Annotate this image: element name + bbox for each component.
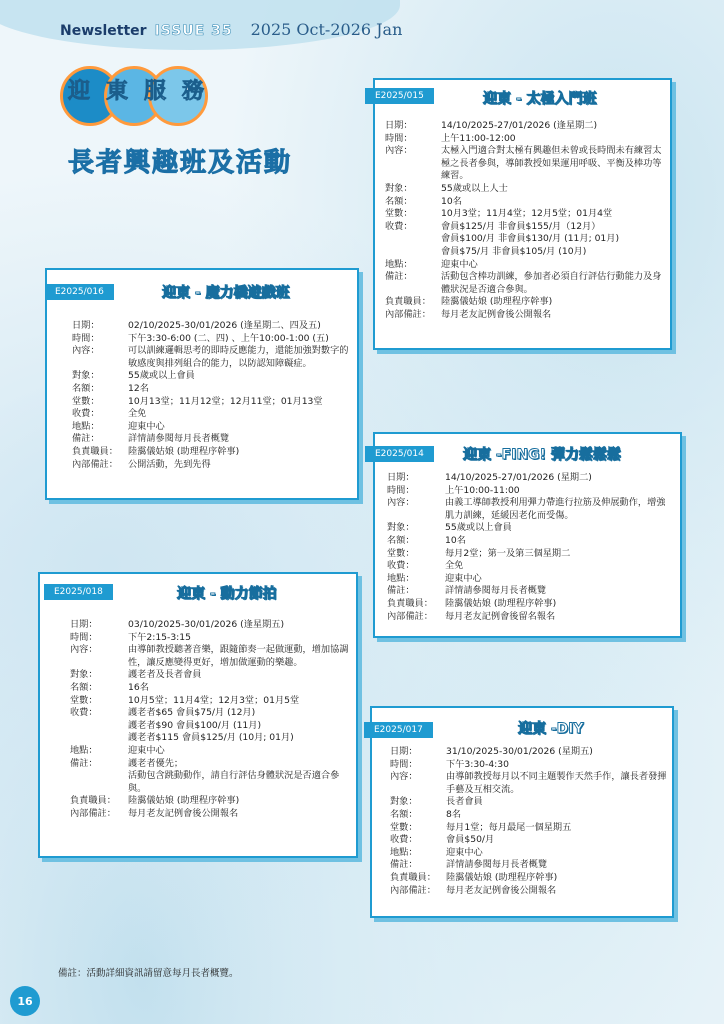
detail-row [390, 859, 668, 872]
detail-label: 收費： [387, 560, 415, 572]
detail-label: 堂數： [385, 208, 413, 220]
detail-row [72, 408, 350, 421]
detail-row [70, 720, 350, 733]
detail-value: 上午10:00-11:00 [445, 484, 520, 496]
detail-row [387, 497, 672, 522]
activity-title: 迎東 -DIY [518, 721, 584, 737]
detail-label: 地點： [72, 420, 100, 432]
detail-row [390, 796, 668, 809]
activity-title: 迎東 - 太極入門班 [483, 91, 597, 107]
activity-card-e2025-018 [38, 572, 358, 858]
detail-label: 備註： [387, 585, 415, 597]
detail-value: 上午11:00-12:00 [441, 132, 516, 144]
activity-details [70, 619, 350, 821]
detail-label: 名額： [390, 808, 418, 820]
detail-row [390, 746, 668, 759]
detail-value: 迎東中心 [441, 258, 478, 270]
detail-value: 會員$50/月 [446, 834, 495, 846]
detail-value: 02/10/2025-30/01/2026 (逢星期二、四及五) [128, 320, 321, 331]
detail-label: 地點： [70, 744, 98, 756]
detail-label: 堂數： [70, 694, 98, 706]
detail-value: 迎東中心 [128, 420, 165, 432]
detail-label: 內容： [387, 497, 415, 509]
detail-row [387, 548, 672, 561]
detail-label [385, 246, 441, 259]
detail-label: 對象： [387, 522, 415, 534]
detail-row [385, 246, 663, 259]
detail-row [385, 221, 663, 234]
detail-label [385, 233, 441, 246]
detail-row [70, 707, 350, 720]
detail-label [70, 732, 128, 745]
detail-label: 內容： [390, 771, 418, 783]
detail-value: 全免 [445, 560, 464, 572]
detail-value: 10名 [441, 195, 462, 207]
detail-value: 每月老友記例會後公開報名 [446, 884, 557, 896]
detail-value: 55歲或以上人士 [441, 182, 508, 194]
detail-row [385, 233, 663, 246]
detail-label: 負責職員： [387, 597, 433, 609]
detail-row [387, 472, 672, 485]
detail-row [385, 271, 663, 296]
detail-label: 對象： [385, 182, 413, 194]
detail-row [72, 446, 350, 459]
detail-label: 收費： [385, 220, 413, 232]
detail-row [70, 795, 350, 808]
activity-title: 迎東 - 魔力橋遊戲班 [162, 285, 290, 301]
activity-code: E2025/018 [44, 584, 113, 600]
detail-label: 名額： [385, 195, 413, 207]
detail-row [387, 560, 672, 573]
detail-value: 陸靄儀姑娘 (助理程序幹事) [445, 597, 557, 609]
detail-value: 由導師教授聽著音樂，跟隨節奏一起做運動，增加協調性，讓反應變得更好，增加做運動的樂趣。 [128, 644, 349, 668]
detail-value: 每月1堂；每月最尾一個星期五 [446, 821, 572, 833]
detail-label: 日期： [72, 320, 100, 331]
detail-label [70, 720, 128, 733]
detail-value: 12名 [128, 382, 149, 394]
detail-value: 每月老友記例會後公開報名 [441, 308, 552, 320]
detail-label: 內容： [72, 345, 100, 357]
detail-row [387, 522, 672, 535]
activity-code: E2025/016 [45, 284, 114, 300]
detail-label: 時間： [387, 484, 415, 496]
activity-card-e2025-016 [45, 268, 359, 500]
detail-value: 31/10/2025-30/01/2026 (星期五) [446, 746, 593, 757]
detail-value: 03/10/2025-30/01/2026 (逢星期五) [128, 619, 285, 630]
detail-value: 10名 [445, 534, 466, 546]
detail-value: 會員$75/月 非會員$105/月 (10月) [441, 245, 587, 257]
detail-value: 下午3:30-6:00 (二、四) 、上午10:00-1:00 (五) [128, 332, 329, 344]
detail-label: 內容： [385, 145, 413, 157]
activity-details [390, 746, 668, 897]
detail-value: 陸靄儀姑娘 (助理程序幹事) [128, 445, 240, 457]
detail-value: 迎東中心 [446, 846, 483, 858]
detail-row [72, 433, 350, 446]
detail-value: 活動包含跳動動作，請自行評估身體狀況是否適合參與。 [128, 770, 340, 794]
activity-code: E2025/015 [365, 88, 434, 104]
detail-label: 堂數： [72, 395, 100, 407]
detail-row [385, 259, 663, 272]
detail-label: 堂數： [390, 821, 418, 833]
detail-value: 可以訓練邏輯思考的即時反應能力，還能加強對數字的敏感度與排列組合的能力，以防認知障礙症。 [128, 345, 349, 369]
detail-label: 收費： [70, 707, 98, 719]
detail-row [72, 421, 350, 434]
activity-card-e2025-015 [373, 78, 672, 350]
detail-row [70, 644, 350, 669]
detail-value: 詳情請參閱每月長者概覽 [446, 859, 548, 871]
detail-value: 每月老友記例會後公開報名 [128, 807, 239, 819]
detail-value: 護老者$90 會員$100/月 (11月) [128, 719, 262, 731]
detail-label: 備註： [72, 433, 100, 445]
detail-label: 名額： [72, 382, 100, 394]
detail-value: 會員$125/月 非會員$155/月（12月） [441, 220, 601, 232]
detail-row [387, 611, 672, 624]
detail-value: 長者會員 [446, 796, 483, 808]
detail-label: 日期： [390, 746, 418, 757]
detail-value: 由導師教授每月以不同主題製作天然手作，讓長者發揮手藝及互相交流。 [446, 771, 667, 795]
detail-row [70, 632, 350, 645]
detail-label: 時間： [70, 631, 98, 643]
detail-row [390, 771, 668, 796]
detail-value: 太極入門適合對太極有興趣但未曾或長時間未有練習太極之長者參與，導師教授如果運用呼吸、平衡及棒功等練習。 [441, 145, 662, 182]
issue-label: ISSUE 35 [154, 23, 233, 39]
detail-label: 時間： [72, 332, 100, 344]
issue-date-range: 2025 Oct-2026 Jan [250, 20, 403, 39]
detail-label: 內部備註： [387, 610, 433, 622]
detail-row [385, 196, 663, 209]
detail-value: 全免 [128, 408, 147, 420]
activity-code: E2025/014 [365, 446, 434, 462]
activity-card-e2025-014 [373, 432, 682, 638]
detail-value: 護老者$65 會員$75/月 (12月) [128, 707, 256, 719]
detail-row [72, 345, 350, 370]
detail-row [385, 120, 663, 133]
detail-row [390, 885, 668, 898]
detail-value: 10月13堂；11月12堂；12月11堂；01月13堂 [128, 395, 323, 407]
detail-label: 地點： [387, 572, 415, 584]
detail-label [70, 770, 128, 795]
detail-label: 收費： [72, 408, 100, 420]
detail-row [390, 847, 668, 860]
detail-label: 負責職員： [385, 296, 431, 308]
newsletter-label: Newsletter [60, 23, 147, 39]
detail-value: 14/10/2025-27/01/2026 (逢星期二) [441, 120, 598, 131]
detail-label: 備註： [70, 757, 98, 769]
detail-row [70, 619, 350, 632]
detail-row [70, 732, 350, 745]
detail-row [70, 745, 350, 758]
detail-label: 地點： [385, 258, 413, 270]
detail-row [70, 808, 350, 821]
detail-row [70, 682, 350, 695]
detail-value: 每月2堂；第一及第三個星期二 [445, 547, 571, 559]
newsletter-header [60, 20, 402, 39]
detail-row [72, 383, 350, 396]
detail-value: 陸靄儀姑娘 (助理程序幹事) [446, 871, 558, 883]
detail-value: 公開活動，先到先得 [128, 458, 211, 470]
detail-label: 對象： [70, 669, 98, 681]
detail-label: 日期： [387, 472, 415, 483]
detail-row [385, 183, 663, 196]
detail-label: 內部備註： [385, 308, 431, 320]
activity-details [72, 320, 350, 471]
activity-details [385, 120, 663, 322]
detail-row [72, 370, 350, 383]
activity-code: E2025/017 [364, 722, 433, 738]
detail-value: 下午3:30-4:30 [446, 758, 509, 770]
detail-value: 14/10/2025-27/01/2026 (星期二) [445, 472, 592, 483]
detail-label: 負責職員： [390, 871, 436, 883]
activity-title: 迎東 - 動力節拍 [177, 586, 277, 602]
detail-row [387, 598, 672, 611]
detail-label: 內容： [70, 644, 98, 656]
detail-value: 10月5堂；11月4堂；12月3堂；01月5堂 [128, 694, 300, 706]
detail-row [70, 758, 350, 771]
detail-row [72, 459, 350, 472]
detail-label: 內部備註： [390, 884, 436, 896]
activity-card-e2025-017 [370, 706, 674, 918]
detail-value: 由義工導師教授利用彈力帶進行拉筋及伸展動作，增強肌力訓練，延緩因老化而受傷。 [445, 497, 666, 521]
detail-value: 會員$100/月 非會員$130/月 (11月; 01月) [441, 233, 620, 245]
detail-value: 護老者及長者會員 [128, 669, 202, 681]
footer-note: 備註：活動詳細資訊請留意每月長者概覽。 [58, 968, 239, 979]
detail-value: 活動包含棒功訓練，參加者必須自行評估行動能力及身體狀況是否適合參與。 [441, 271, 662, 295]
detail-row [72, 333, 350, 346]
detail-label: 收費： [390, 834, 418, 846]
detail-value: 10月3堂；11月4堂；12月5堂；01月4堂 [441, 208, 613, 220]
detail-row [72, 320, 350, 333]
detail-value: 陸靄儀姑娘 (助理程序幹事) [128, 795, 240, 807]
detail-label: 對象： [390, 796, 418, 808]
detail-value: 迎東中心 [445, 572, 482, 584]
detail-value: 16名 [128, 681, 149, 693]
detail-row [390, 809, 668, 822]
detail-value: 55歲或以上會員 [445, 522, 512, 534]
detail-value: 陸靄儀姑娘 (助理程序幹事) [441, 296, 553, 308]
detail-row [390, 834, 668, 847]
detail-value: 每月老友記例會後留名報名 [445, 610, 556, 622]
detail-row [70, 770, 350, 795]
detail-value: 詳情請參閱每月長者概覽 [445, 585, 547, 597]
detail-row [385, 145, 663, 183]
logo-text: 迎東服務 [68, 79, 221, 104]
detail-label: 內部備註： [70, 807, 116, 819]
detail-label: 時間： [390, 758, 418, 770]
detail-value: 護老者優先； [128, 757, 184, 769]
activity-details [387, 472, 672, 623]
detail-row [385, 296, 663, 309]
detail-label: 負責職員： [72, 445, 118, 457]
detail-value: 迎東中心 [128, 744, 165, 756]
detail-label: 日期： [385, 120, 413, 131]
detail-value: 詳情請參閱每月長者概覽 [128, 433, 230, 445]
detail-value: 8名 [446, 808, 462, 820]
detail-row [385, 133, 663, 146]
detail-label: 日期： [70, 619, 98, 630]
page-number: 16 [10, 986, 40, 1016]
detail-label: 時間： [385, 132, 413, 144]
detail-label: 對象： [72, 370, 100, 382]
detail-row [387, 585, 672, 598]
detail-row [387, 573, 672, 586]
detail-label: 名額： [70, 681, 98, 693]
detail-row [70, 669, 350, 682]
detail-label: 內部備註： [72, 458, 118, 470]
detail-row [385, 309, 663, 322]
detail-row [387, 535, 672, 548]
detail-label: 地點： [390, 846, 418, 858]
detail-value: 55歲或以上會員 [128, 370, 195, 382]
section-title: 長者興趣班及活動 [68, 148, 293, 178]
detail-label: 堂數： [387, 547, 415, 559]
detail-row [70, 695, 350, 708]
detail-label: 負責職員： [70, 795, 116, 807]
detail-label: 備註： [385, 271, 413, 283]
detail-label: 備註： [390, 859, 418, 871]
detail-row [390, 872, 668, 885]
activity-title: 迎東 -FING! 彈力鬆鬆鬆 [463, 447, 621, 463]
detail-row [387, 485, 672, 498]
detail-row [385, 208, 663, 221]
detail-row [390, 822, 668, 835]
detail-row [390, 759, 668, 772]
detail-label: 名額： [387, 534, 415, 546]
detail-value: 護老者$115 會員$125/月 (10月; 01月) [128, 732, 294, 744]
service-logo [60, 62, 221, 122]
detail-row [72, 396, 350, 409]
detail-value: 下午2:15-3:15 [128, 631, 191, 643]
